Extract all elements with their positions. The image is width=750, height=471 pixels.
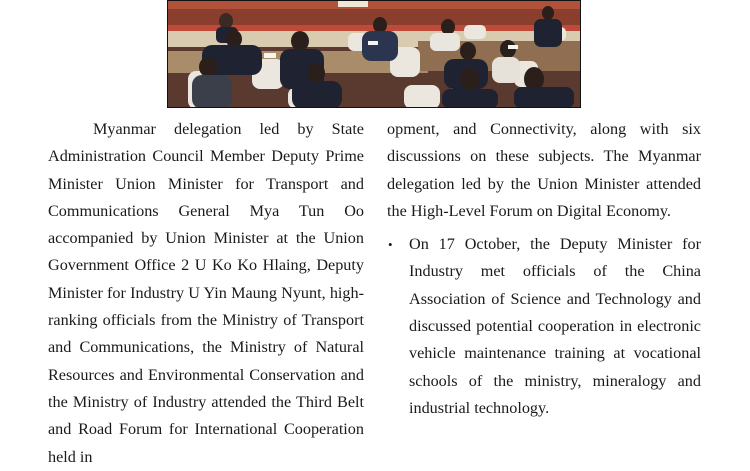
body-paragraph: Myanmar delegation led by State Administration Council Member Deputy Prime Minister Union Minister for Transport and Communications General Mya Tun Oo accompanied by Union Minister at the Union Government Office 2 U Ko Ko Hlaing, Deputy Minister for Industry U Yin Maung Nyunt, high-ranking officials from the Ministry of Transport and Communications, the Ministry of Natural Resources and Environmental Conservation and the Ministry of Industry attended the Third Belt and Road Forum for International Cooperation held in [48,120,364,466]
bullet-item [387,231,701,422]
continued-paragraph: opment, and Connectivity, along with six discussions on these subjects. The Myanmar delegation led by the Union Minister attended the High-Level Forum on Digital Economy. [387,120,701,220]
bullet-icon: • [388,237,393,253]
left-column [48,116,364,471]
right-column [387,116,701,422]
meeting-photo-illustration [168,1,581,108]
bullet-text: On 17 October, the Deputy Minister for Industry met officials of the China Association of Science and Technology and discussed potential cooperation in electronic vehicle maintenance training at vocational schools of the ministry, mineralogy and industrial technology. [409,235,701,417]
bullet-list [387,231,701,422]
meeting-photo [167,0,581,108]
